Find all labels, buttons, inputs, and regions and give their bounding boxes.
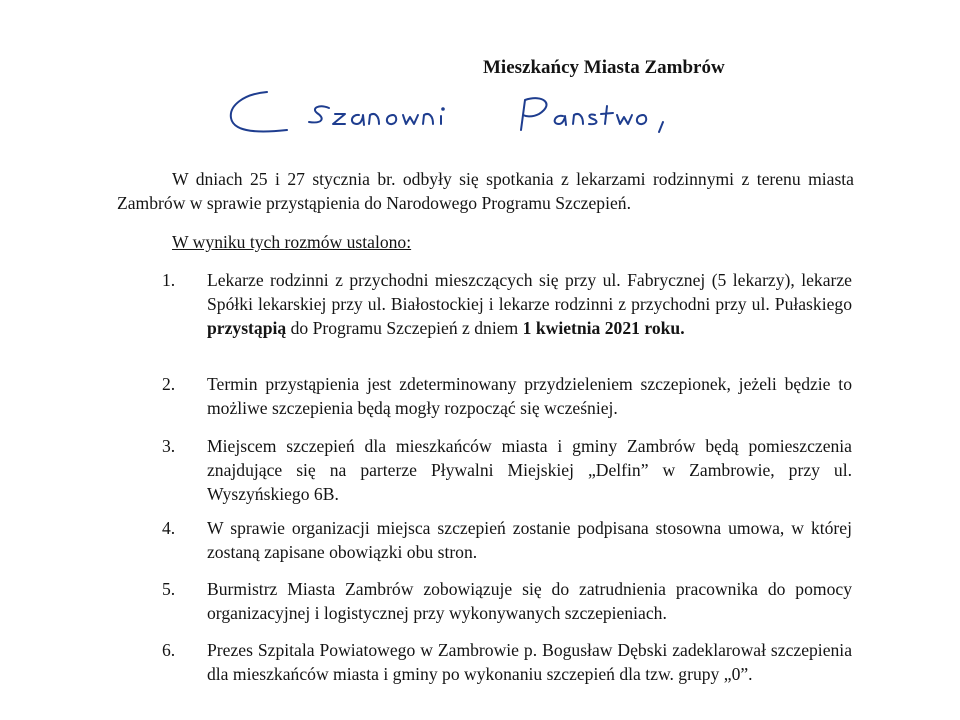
text-segment-bold: 1 kwietnia 2021 roku. bbox=[522, 318, 685, 338]
text-segment: Termin przystąpienia jest zdeterminowany przydzieleniem szczepionek, jeżeli będzie to możliwe szczepienia będą mogły rozpocząć się wcześniej. bbox=[207, 374, 852, 418]
list-item-text bbox=[207, 434, 852, 506]
list-item-number: 4. bbox=[162, 518, 176, 538]
list-item-text bbox=[207, 638, 852, 686]
intro-paragraph: W dniach 25 i 27 stycznia br. odbyły się spotkania z lekarzami rodzinnymi z terenu miasta Zambrów w sprawie przystąpienia do Narodowego Programu Szczepień. bbox=[117, 169, 854, 213]
text-segment: Lekarze rodzinni z przychodni mieszczących się przy ul. Fabrycznej (5 lekarzy), lekarze Spółki lekarskiej przy ul. Białostockiej i lekarze rodzinni z przychodni przy ul. Pułaskiego bbox=[207, 270, 852, 314]
list-item-number: 6. bbox=[162, 640, 176, 660]
text-segment: Miejscem szczepień dla mieszkańców miasta i gminy Zambrów będą pomieszczenia znajdujące się na parterze Pływalni Miejskiej „Delfin” w Zambrowie, przy ul. Wyszyńskiego 6B. bbox=[207, 436, 852, 504]
text-segment-bold: przystąpią bbox=[207, 318, 287, 338]
list-item-number: 2. bbox=[162, 374, 176, 394]
list-item-number: 3. bbox=[162, 436, 176, 456]
list-item-number: 5. bbox=[162, 579, 176, 599]
intro-lead-in: W wyniku tych rozmów ustalono: bbox=[172, 232, 412, 252]
text-segment: Prezes Szpitala Powiatowego w Zambrowie p. Bogusław Dębski zadeklarował szczepienia dla mieszkańców miasta i gminy po wykonaniu szczepień dla tzw. grupy „0”. bbox=[207, 640, 852, 684]
text-segment: W sprawie organizacji miejsca szczepień zostanie podpisana stosowna umowa, w której zostaną zapisane obowiązki obu stron. bbox=[207, 518, 852, 562]
list-item-text bbox=[207, 577, 852, 625]
list-item-number: 1. bbox=[162, 270, 176, 290]
list-item-text bbox=[207, 516, 852, 564]
addressee-heading: Mieszkańcy Miasta Zambrów bbox=[483, 57, 725, 78]
text-segment: Burmistrz Miasta Zambrów zobowiązuje się do zatrudnienia pracownika do pomocy organizacyjnej i logistycznej przy wykonywanych szczepieniach. bbox=[207, 579, 852, 623]
list-item-text bbox=[207, 268, 852, 340]
text-segment: do Programu Szczepień z dniem bbox=[286, 318, 523, 338]
list-item-text bbox=[207, 372, 852, 420]
